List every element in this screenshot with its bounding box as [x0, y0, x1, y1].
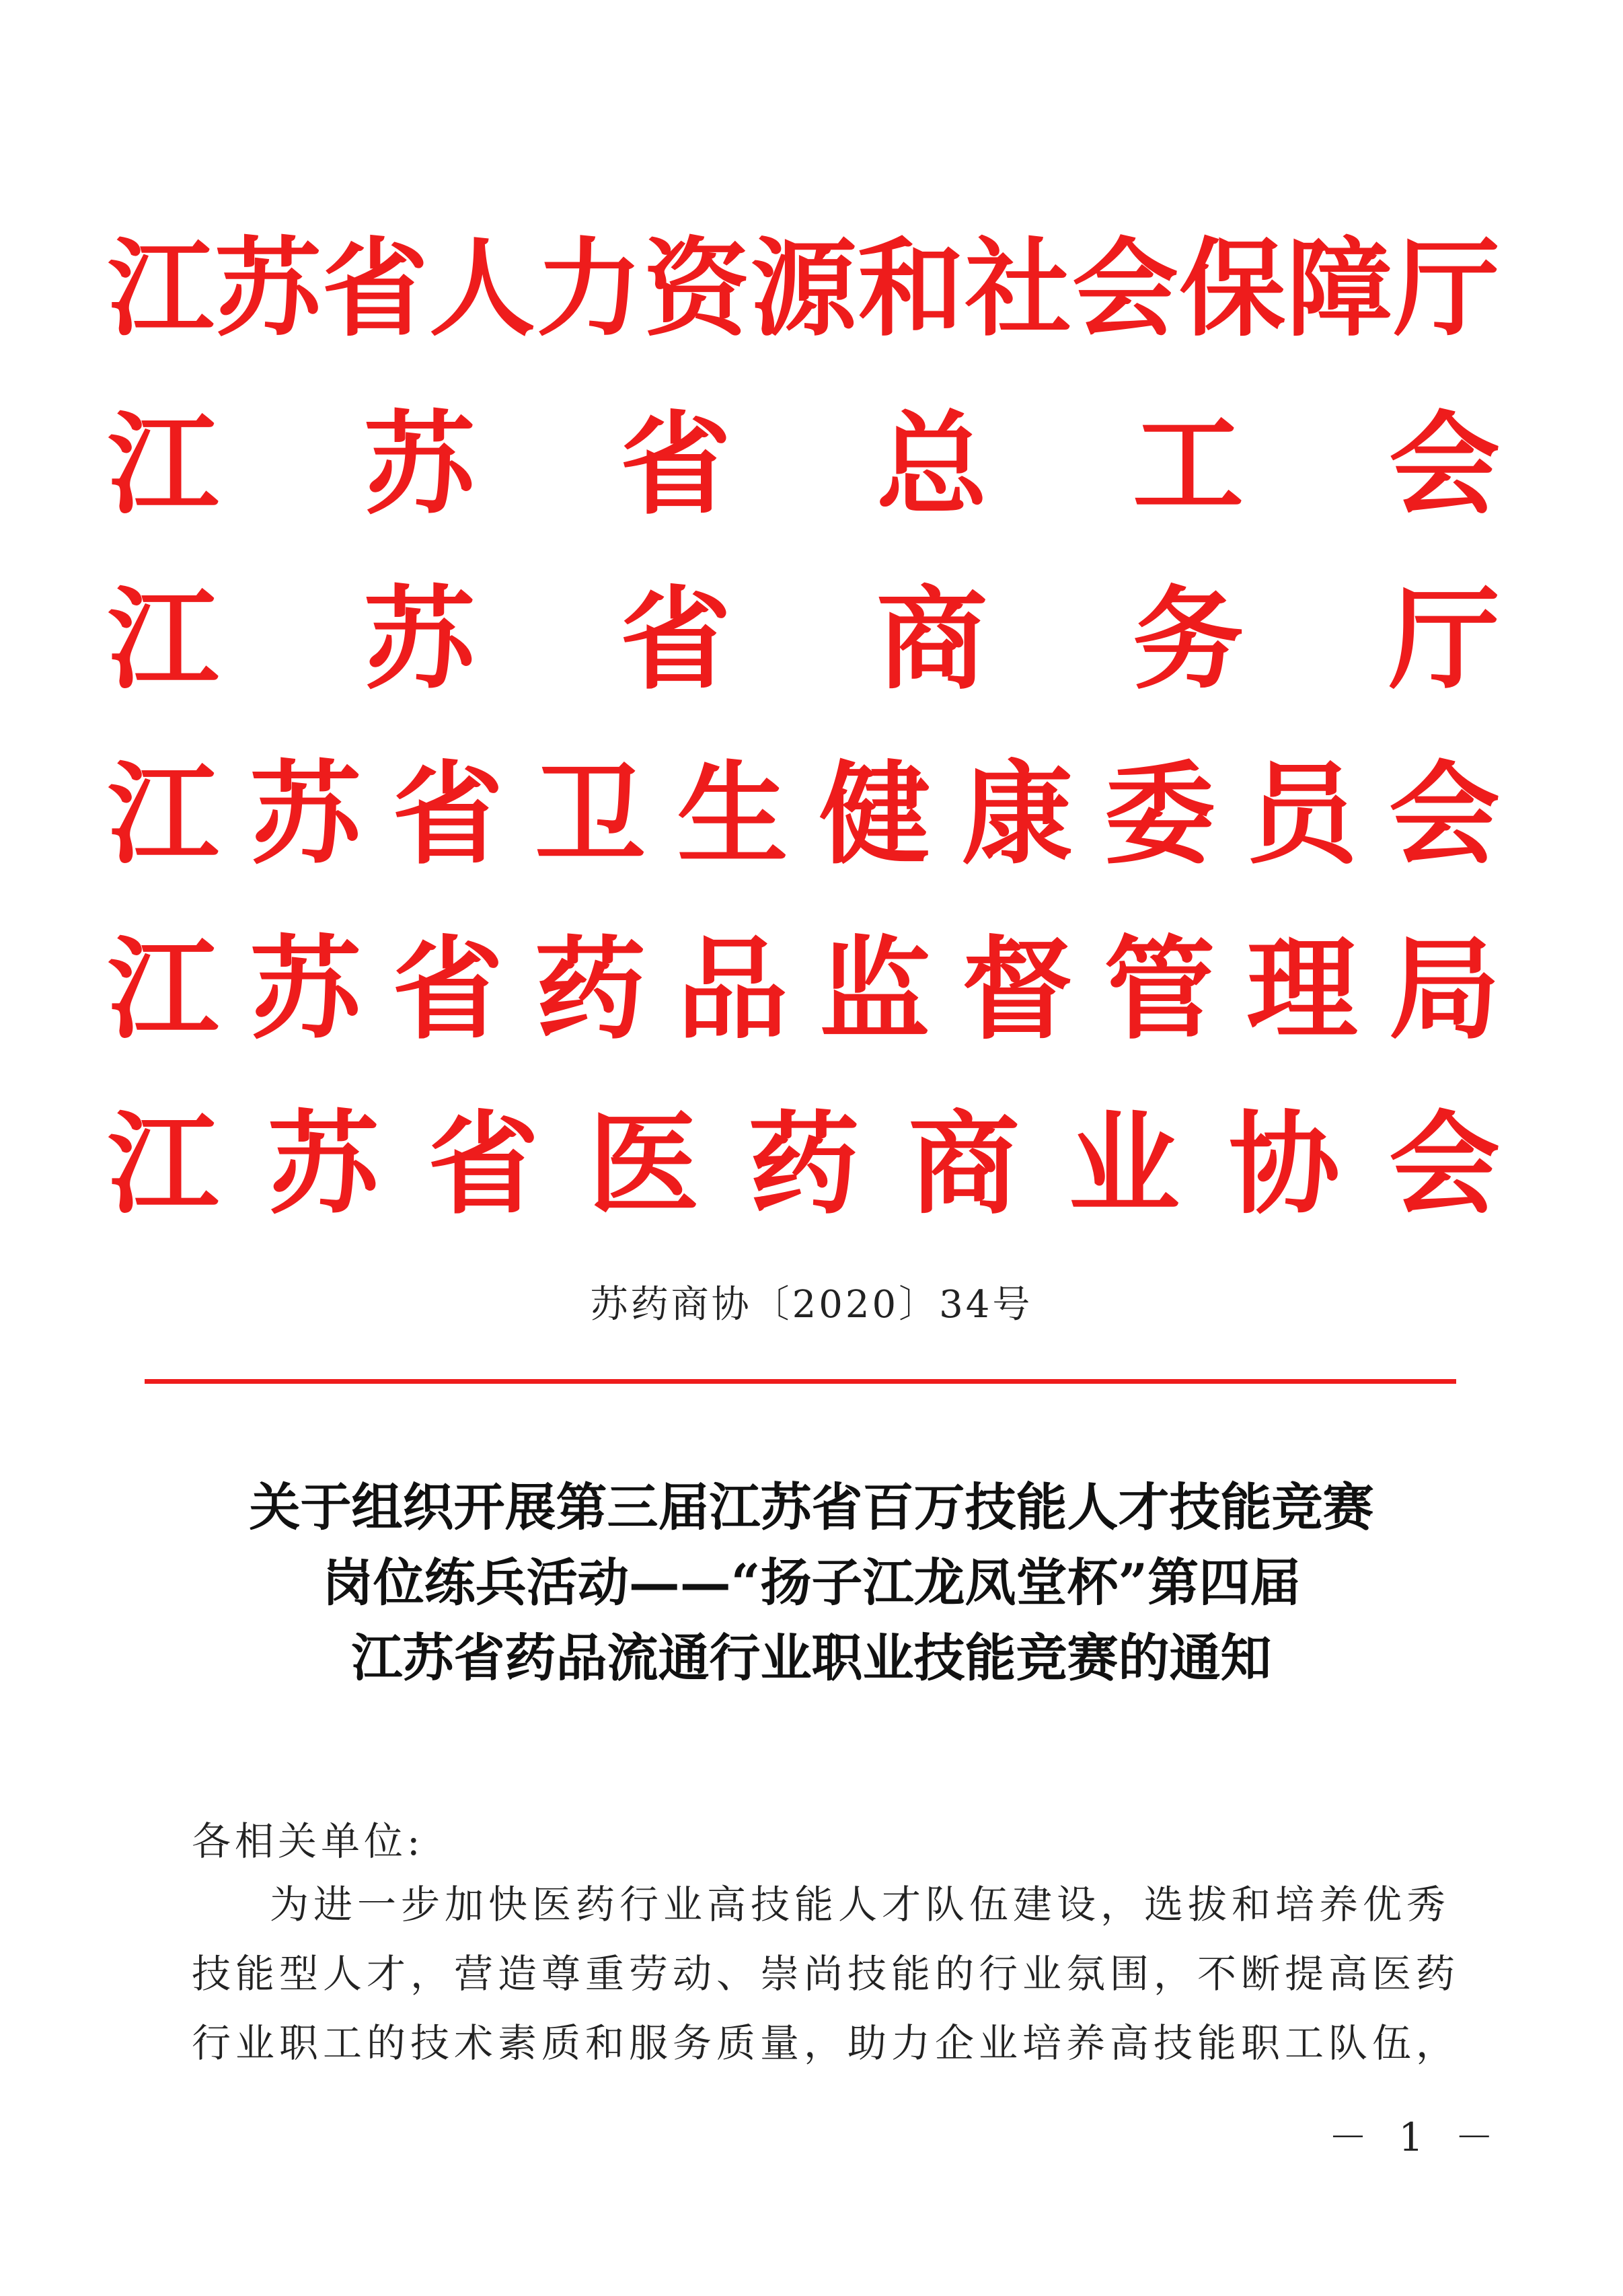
agency-char: 会	[1389, 398, 1500, 529]
agency-char: 源	[750, 227, 857, 351]
body-paragraph	[192, 1870, 1460, 2078]
agency-char: 监	[819, 923, 931, 1054]
agency-char: 工	[1133, 398, 1244, 529]
agency-char: 江	[108, 573, 219, 704]
agency-char: 总	[876, 398, 987, 529]
page-number: － 1 －	[1328, 2114, 1503, 2160]
agency-char: 厅	[1393, 227, 1500, 351]
agency-char: 苏	[250, 923, 361, 1054]
agency-char: 江	[108, 398, 219, 529]
document-number: 苏药商协〔2020〕34号	[590, 1283, 1033, 1327]
agency-char: 委	[1104, 748, 1215, 879]
agency-char: 和	[858, 227, 965, 351]
body-line-2: 技能型人才，营造尊重劳动、崇尚技能的行业氛围，不断提高医药	[192, 1951, 1460, 1997]
agency-char: 品	[677, 923, 788, 1054]
agency-char: 力	[536, 227, 643, 351]
agency-char: 局	[1388, 923, 1500, 1054]
agency-char: 社	[965, 227, 1071, 351]
agency-char: 理	[1246, 923, 1358, 1054]
notice-title	[0, 1470, 1623, 1696]
agency-char: 商	[908, 1098, 1020, 1229]
salutation: 各相关单位:	[192, 1818, 424, 1864]
agency-char: 康	[961, 748, 1073, 879]
agency-char: 管	[1104, 923, 1215, 1054]
title-line-2: 岗位练兵活动——“扬子江龙凤堂杯”第四届	[322, 1553, 1301, 1613]
issuing-agencies-masthead	[108, 202, 1500, 1251]
agency-char: 资	[643, 227, 750, 351]
agency-line-6	[108, 1076, 1500, 1251]
agency-char: 健	[819, 748, 931, 879]
agency-char: 督	[961, 923, 1073, 1054]
agency-char: 会	[1389, 1098, 1500, 1229]
agency-line-5	[108, 901, 1500, 1076]
title-line-3: 江苏省药品流通行业职业技能竞赛的通知	[351, 1628, 1272, 1688]
agency-char: 苏	[250, 748, 361, 879]
agency-char: 江	[108, 748, 219, 879]
agency-char: 苏	[364, 573, 475, 704]
body-line-3: 行业职工的技术素质和服务质量，助力企业培养高技能职工队伍，	[192, 2020, 1460, 2066]
agency-char: 江	[108, 227, 214, 351]
agency-char: 协	[1228, 1098, 1340, 1229]
agency-char: 药	[534, 923, 646, 1054]
agency-char: 苏	[364, 398, 475, 529]
agency-char: 苏	[215, 227, 322, 351]
title-line-1: 关于组织开展第三届江苏省百万技能人才技能竞赛	[249, 1477, 1374, 1537]
agency-line-4	[108, 727, 1500, 901]
agency-char: 业	[1068, 1098, 1180, 1229]
agency-line-1	[108, 202, 1500, 377]
agency-line-2	[108, 377, 1500, 552]
agency-char: 江	[108, 1098, 219, 1229]
agency-char: 药	[748, 1098, 860, 1229]
agency-char: 员	[1246, 748, 1358, 879]
red-divider-line	[145, 1379, 1456, 1384]
agency-char: 医	[588, 1098, 700, 1229]
agency-char: 务	[1133, 573, 1244, 704]
agency-char: 障	[1286, 227, 1393, 351]
agency-char: 省	[392, 923, 504, 1054]
agency-char: 生	[677, 748, 788, 879]
agency-char: 省	[322, 227, 428, 351]
agency-char: 省	[620, 573, 731, 704]
agency-char: 省	[428, 1098, 539, 1229]
agency-line-3	[108, 552, 1500, 727]
agency-char: 苏	[268, 1098, 379, 1229]
agency-char: 卫	[534, 748, 646, 879]
agency-char: 人	[428, 227, 535, 351]
body-line-1: 为进一步加快医药行业高技能人才队伍建设，选拔和培养优秀	[270, 1882, 1451, 1927]
agency-char: 保	[1179, 227, 1286, 351]
agency-char: 商	[876, 573, 987, 704]
agency-char: 江	[108, 923, 219, 1054]
agency-char: 省	[392, 748, 504, 879]
agency-char: 会	[1388, 748, 1500, 879]
agency-char: 厅	[1389, 573, 1500, 704]
agency-char: 会	[1071, 227, 1178, 351]
agency-char: 省	[620, 398, 731, 529]
